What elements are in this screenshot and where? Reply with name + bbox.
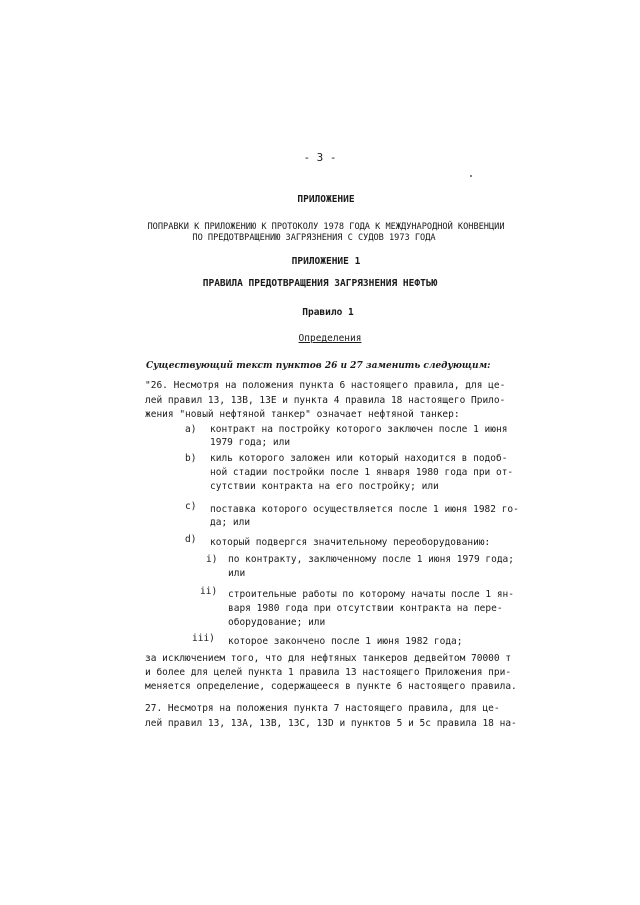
item-c-line-2: да; или xyxy=(210,517,251,528)
replace-note: Существующий текст пунктов 26 и 27 заменить следующим: xyxy=(146,361,491,371)
p26-line-2: лей правил 13, 13В, 13Е и пункта 4 правила 18 настоящего Прило- xyxy=(145,395,506,406)
p27-line-1: 27. Несмотря на положения пункта 7 настоящего правила, для це- xyxy=(145,703,500,714)
title-line-2: ПО ПРЕДОТВРАЩЕНИЮ ЗАГРЯЗНЕНИЯ С СУДОВ 1973 ГОДА xyxy=(192,233,436,243)
item-b-marker: b) xyxy=(185,453,197,464)
subitem-ii-line-2: варя 1980 года при отсутствии контракта на пере- xyxy=(228,603,503,614)
subitem-i-line-2: или xyxy=(228,568,246,579)
page-number: - 3 - xyxy=(303,151,337,164)
rules-title: ПРАВИЛА ПРЕДОТВРАЩЕНИЯ ЗАГРЯЗНЕНИЯ НЕФТЬЮ xyxy=(202,278,438,289)
item-b-line-2: ной стадии постройки после 1 января 1980 года при от- xyxy=(210,467,514,478)
speck xyxy=(470,175,472,177)
subitem-ii-marker: ii) xyxy=(200,586,218,597)
subitem-i-marker: i) xyxy=(206,554,218,565)
item-a-line-2: 1979 года; или xyxy=(210,437,291,448)
subitem-iii-marker: iii) xyxy=(192,633,215,644)
p26-line-1: "26. Несмотря на положения пункта 6 настоящего правила, для це- xyxy=(145,380,506,391)
p26-line-3: жения "новый нефтяной танкер" означает нефтяной танкер: xyxy=(145,409,460,420)
p27-line-2: лей правил 13, 13А, 13В, 13С, 13D и пунктов 5 и 5с правила 18 на- xyxy=(145,718,517,729)
item-a-marker: a) xyxy=(185,424,197,435)
item-c-marker: c) xyxy=(185,501,197,512)
definitions-heading: Определения xyxy=(298,333,362,344)
appendix-title: ПРИЛОЖЕНИЕ 1 xyxy=(291,256,361,267)
exception-line-2: и более для целей пункта 1 правила 13 настоящего Приложения при- xyxy=(145,667,512,678)
item-b-line-3: сутствии контракта на его постройку; или xyxy=(210,481,439,492)
subitem-i-line-1: по контракту, заключенному после 1 июня 1979 года; xyxy=(228,554,514,565)
item-d-line-1: который подвергся значительному переоборудованию: xyxy=(210,537,491,548)
subitem-ii-line-3: оборудование; или xyxy=(228,617,326,628)
item-d-marker: d) xyxy=(185,534,197,545)
item-c-line-1: поставка которого осуществляется после 1 июня 1982 го- xyxy=(210,504,519,515)
item-b-line-1: киль которого заложен или который находится в подоб- xyxy=(210,453,508,464)
subitem-iii-line-1: которое закончено после 1 июня 1982 года; xyxy=(228,636,463,647)
subitem-ii-line-1: строительные работы по которому начаты после 1 ян- xyxy=(228,589,514,600)
exception-line-3: меняется определение, содержащееся в пункте 6 настоящего правила. xyxy=(145,681,517,692)
item-a-line-1: контракт на постройку которого заключен после 1 июня xyxy=(210,424,508,435)
rule-number: Правило 1 xyxy=(302,307,354,318)
exception-line-1: за исключением того, что для нефтяных танкеров дедвейтом 70000 т xyxy=(145,653,512,664)
annex-header: ПРИЛОЖЕНИЕ xyxy=(297,194,355,205)
title-line-1: ПОПРАВКИ К ПРИЛОЖЕНИЮ К ПРОТОКОЛУ 1978 ГОДА К МЕЖДУНАРОДНОЙ КОНВЕНЦИИ xyxy=(147,222,505,232)
